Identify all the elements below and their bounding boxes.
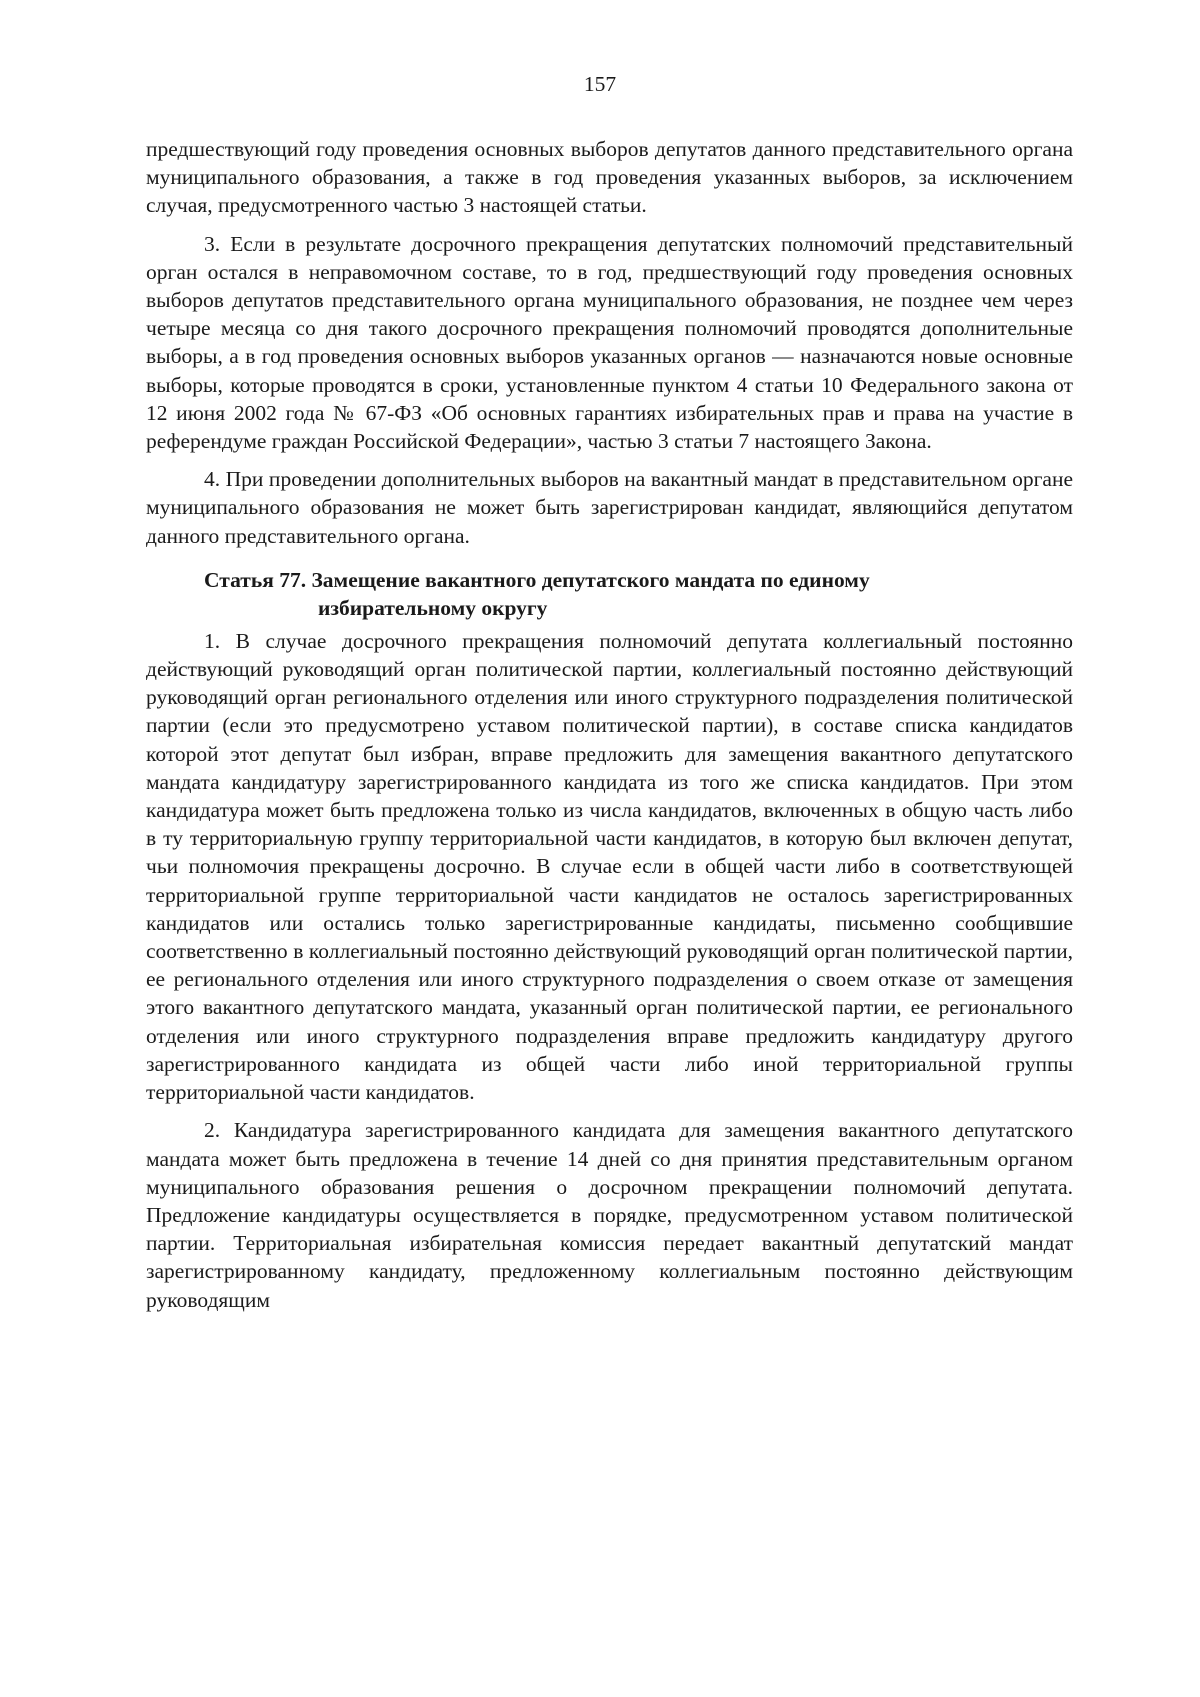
- document-body: [146, 135, 1073, 1324]
- article-77-paragraph-2: 2. Кандидатура зарегистрированного кандидата для замещения вакантного депутатского мандата может быть предложена в течение 14 дней со дня принятия представительным органом муниципального образования решения о досрочном прекращении полномочий депутата. Предложение кандидатуры осуществляется в порядке, предусмотренном уставом политической партии. Территориальная избирательная комиссия передает вакантный депутатский мандат зарегистрированному кандидату, предложенному коллегиальным постоянно действующим руководящим: [146, 1118, 1073, 1312]
- article-77-paragraph-1: 1. В случае досрочного прекращения полномочий депутата коллегиальный постоянно действующий руководящий орган политической партии, коллегиальный постоянно действующий руководящий орган регионального отделения или иного структурного подразделения политической партии (если это предусмотрено уставом политической партии), в составе списка кандидатов которой этот депутат был избран, вправе предложить для замещения вакантного депутатского мандата кандидатуру зарегистрированного кандидата из того же списка кандидатов. При этом кандидатура может быть предложена только из числа кандидатов, включенных в общую часть либо в ту территориальную группу территориальной части кандидатов, в которую был включен депутат, чьи полномочия прекращены досрочно. В случае если в общей части либо в соответствующей территориальной группе территориальной части кандидатов не осталось зарегистрированных кандидатов или остались только зарегистрированные кандидаты, письменно сообщившие соответственно в коллегиальный постоянно действующий руководящий орган политической партии, ее регионального отделения или иного структурного подразделения о своем отказе от замещения этого вакантного депутатского мандата, указанный орган политической партии, ее регионального отделения или иного структурного подразделения вправе предложить кандидатуру другого зарегистрированного кандидата из общей части либо иной территориальной группы территориальной части кандидатов.: [146, 628, 1073, 1105]
- paragraph-part-3: 3. Если в результате досрочного прекращения депутатских полномочий представительный орган остался в неправомочном составе, то в год, предшествующий году проведения основных выборов депутатов представительного органа муниципального образования, не позднее чем через четыре месяца со дня такого досрочного прекращения полномочий проводятся дополнительные выборы, а в год проведения основных выборов указанных органов — назначаются новые основные выборы, которые проводятся в сроки, установленные пунктом 4 статьи 10 Федерального закона от 12 июня 2002 года № 67-ФЗ «Об основных гарантиях избирательных прав и права на участие в референдуме граждан Российской Федерации», частью 3 статьи 7 настоящего Закона.: [146, 231, 1073, 454]
- paragraph-part-4: 4. При проведении дополнительных выборов на вакантный мандат в представительном органе муниципального образования не может быть зарегистрирован кандидат, являющийся депутатом данного представительного органа.: [146, 467, 1073, 548]
- paragraph-continuation: предшествующий году проведения основных выборов депутатов данного представительного органа муниципального образования, а также в год проведения указанных выборов, за исключением случая, предусмотренного частью 3 настоящей статьи.: [146, 137, 1073, 218]
- article-heading-line-1: Статья 77. Замещение вакантного депутатского мандата по единому: [204, 567, 870, 592]
- article-77-heading: [146, 566, 1073, 622]
- article-heading-line-2: избирательному округу: [318, 595, 548, 620]
- page-number: 157: [583, 72, 617, 96]
